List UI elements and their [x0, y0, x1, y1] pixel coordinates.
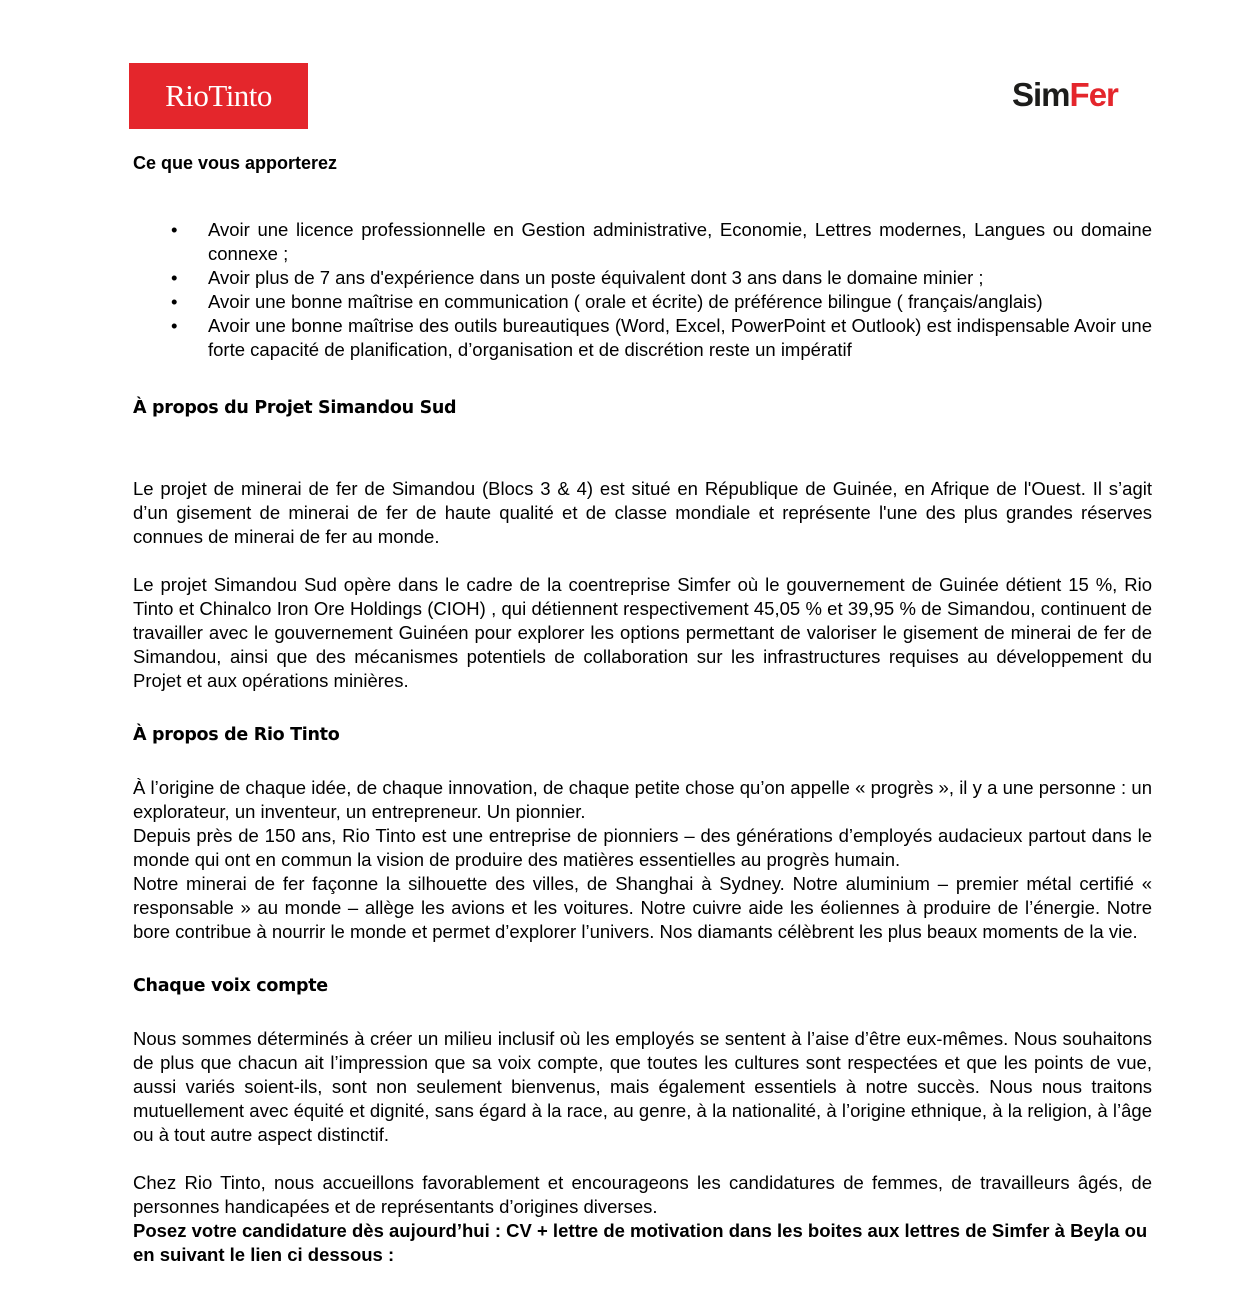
simfer-logo-fer: Fer: [1069, 76, 1118, 113]
rio-paragraph-2: Depuis près de 150 ans, Rio Tinto est une entreprise de pionniers – des générations d’employés audacieux partout dans le monde qui ont en commun la vision de produire des matières essentielles au progrès humain.: [133, 825, 1152, 870]
section-title-projet: À propos du Projet Simandou Sud: [133, 398, 457, 418]
bullet-icon: •: [171, 267, 178, 288]
list-item: • Avoir une bonne maîtrise des outils bureautiques (Word, Excel, PowerPoint et Outlook) est indispensable Avoir une forte capacité de planification, d’organisation et de discrétion reste un impératif: [171, 315, 1152, 360]
list-item: • Avoir une bonne maîtrise en communication ( orale et écrite) de préférence bilingue ( français/anglais): [171, 291, 1043, 312]
section-title-rio: À propos de Rio Tinto: [133, 725, 340, 745]
list-item: • Avoir plus de 7 ans d'expérience dans un poste équivalent dont 3 ans dans le domaine minier ;: [171, 267, 984, 288]
requirements-list: [133, 218, 1152, 362]
rio-tinto-logo: RioTinto: [129, 63, 308, 129]
apply-call-to-action: Posez votre candidature dès aujourd’hui : CV + lettre de motivation dans les boites aux lettres de Simfer à Beyla ou en suivant le lien ci dessous :: [133, 1220, 1148, 1265]
bullet-icon: •: [171, 291, 178, 312]
voix-paragraph-1: Nous sommes déterminés à créer un milieu inclusif où les employés se sentent à l’aise d’être eux-mêmes. Nous souhaitons de plus que chacun ait l’impression que sa voix compte, que toutes les cultures sont respectées et que les points de vue, aussi variés soient-ils, sont non seulement bienvenus, mais également essentiels à notre succès. Nous nous traitons mutuellement avec équité et dignité, sans égard à la race, au genre, à la nationalité, à l’origine ethnique, à la religion, à l’âge ou à tout autre aspect distinctif.: [133, 1028, 1152, 1145]
bullet-icon: •: [171, 315, 178, 336]
section-title-contrib: Ce que vous apporterez: [133, 153, 338, 173]
document-body: [133, 151, 1152, 1267]
list-item: • Avoir une licence professionnelle en Gestion administrative, Economie, Lettres modernes, Langues ou domaine connexe ;: [171, 219, 1152, 264]
projet-paragraph-2: Le projet Simandou Sud opère dans le cadre de la coentreprise Simfer où le gouvernement de Guinée détient 15 %, Rio Tinto et Chinalco Iron Ore Holdings (CIOH) , qui détiennent respectivement 45,05 % et 39,95 % de Simandou, continuent de travailler avec le gouvernement Guinéen pour explorer les options permettant de valoriser le gisement de minerai de fer de Simandou, ainsi que des mécanismes potentiels de collaboration sur les infrastructures requises au développement du Projet et aux opérations minières.: [133, 574, 1152, 691]
voix-paragraph-2: Chez Rio Tinto, nous accueillons favorablement et encourageons les candidatures de femmes, de travailleurs âgés, de personnes handicapées et de représentants d’origines diverses.: [133, 1172, 1152, 1217]
simfer-logo-sim: Sim: [1012, 76, 1070, 113]
bullet-icon: •: [171, 219, 178, 240]
simfer-logo: [1012, 76, 1118, 114]
projet-paragraph-1: Le projet de minerai de fer de Simandou (Blocs 3 & 4) est situé en République de Guinée, en Afrique de l'Ouest. Il s’agit d’un gisement de minerai de fer de haute qualité et de classe mondiale et représente l'une des plus grandes réserves connues de minerai de fer au monde.: [133, 478, 1152, 547]
rio-paragraph-1: À l’origine de chaque idée, de chaque innovation, de chaque petite chose qu’on appelle « progrès », il y a une personne : un explorateur, un inventeur, un entrepreneur. Un pionnier.: [133, 777, 1152, 822]
rio-paragraph-3: Notre minerai de fer façonne la silhouette des villes, de Shanghai à Sydney. Notre aluminium – premier métal certifié « responsable » au monde – allège les avions et les voitures. Notre cuivre aide les éoliennes à produire de l’énergie. Notre bore contribue à nourrir le monde et permet d’explorer l’univers. Nos diamants célèbrent les plus beaux moments de la vie.: [133, 873, 1152, 942]
section-title-voix: Chaque voix compte: [133, 976, 328, 996]
